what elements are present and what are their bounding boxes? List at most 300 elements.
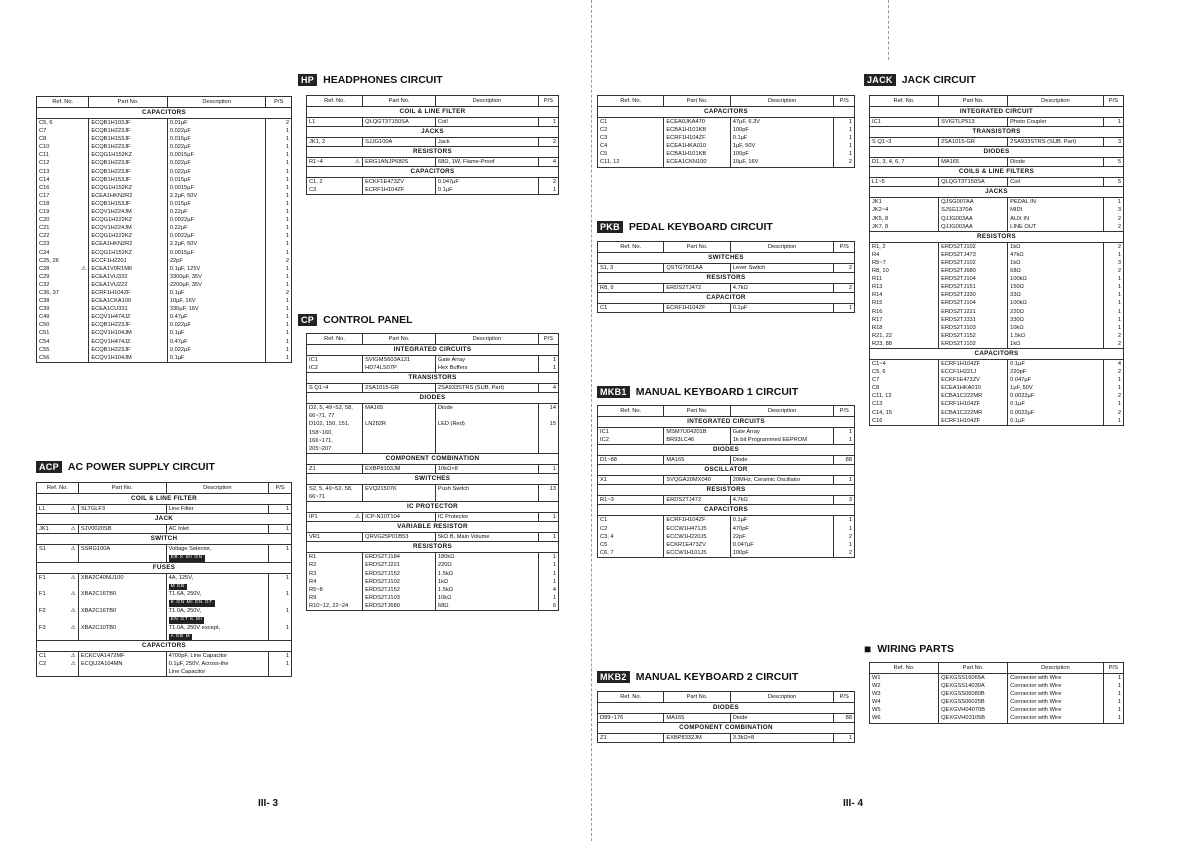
ps-quantity: 3 — [1103, 206, 1123, 214]
table-row — [870, 392, 1124, 400]
part-no: QEXGVH04070B — [939, 706, 1008, 714]
ps-quantity: 14 — [538, 404, 558, 413]
header-part: Part No. — [664, 96, 730, 107]
warning-icon: ⚠ — [70, 526, 76, 533]
ps-quantity — [538, 493, 558, 502]
ps-quantity: 2 — [1103, 267, 1123, 275]
ref-no: X1 — [598, 476, 664, 485]
ps-quantity: 1 — [266, 192, 292, 200]
table-row — [870, 299, 1124, 307]
table-row — [598, 158, 855, 167]
ps-quantity: 1 — [269, 505, 292, 514]
table-row — [37, 505, 292, 514]
ref-no: C7 — [37, 127, 89, 135]
part-no: ECRF1H104ZF — [939, 417, 1008, 426]
ref-no: C2 ⚠ — [37, 660, 79, 668]
part-no: SJSG1370A — [939, 206, 1008, 214]
group-title: COIL & LINE FILTER — [307, 107, 559, 118]
parts-table — [306, 95, 559, 195]
part-no: ERDS2TJ152 — [939, 332, 1008, 340]
description: Coil — [1008, 178, 1104, 187]
ref-no: C54 — [37, 338, 89, 346]
part-no: XBA2C40NU100 — [78, 573, 166, 590]
ref-no: IC1 — [870, 118, 939, 127]
table-row — [37, 176, 292, 184]
region-code-boxes: K GN MI EN GT — [170, 600, 213, 606]
ref-no: W2 — [870, 682, 939, 690]
ps-quantity — [538, 412, 558, 420]
ref-no: W3 — [870, 690, 939, 698]
part-no: ECEA1VU332 — [89, 273, 168, 281]
ref-no: C49 — [37, 313, 89, 321]
header-part: Part No. — [939, 96, 1008, 107]
description: 1kΩ — [435, 578, 538, 586]
group-title-row — [598, 485, 855, 496]
ref-no: R1 — [307, 553, 363, 562]
ref-no: R1~3 — [598, 496, 664, 505]
ref-no: Z1 — [598, 734, 664, 743]
parts-table — [597, 691, 855, 743]
table-row — [307, 484, 559, 493]
warning-icon: ⚠ — [70, 661, 76, 668]
part-no: ERDS2TJ680 — [939, 267, 1008, 275]
ref-no: 205~207 — [307, 445, 363, 454]
ref-no: R5~8 — [307, 586, 363, 594]
header-ps: P/S — [834, 96, 855, 107]
table-row — [870, 223, 1124, 232]
ref-no: C11, 12 — [598, 158, 664, 167]
ps-quantity: 2 — [1103, 215, 1123, 223]
ps-quantity: 1 — [266, 321, 292, 329]
table-row — [37, 143, 292, 151]
header-part: Part No. — [939, 663, 1008, 674]
table-row — [37, 127, 292, 135]
ref-no: C4 — [598, 142, 664, 150]
group-title-row — [307, 473, 559, 484]
ref-no: C50 — [37, 321, 89, 329]
ps-quantity: 13 — [538, 484, 558, 493]
warning-icon: ⚠ — [70, 506, 76, 512]
ps-quantity: 2 — [266, 119, 292, 128]
header-desc: Description — [730, 96, 834, 107]
group-title: OSCILLATOR — [598, 465, 855, 476]
ps-quantity: 1 — [269, 652, 292, 661]
ps-quantity: 1 — [834, 734, 855, 743]
table-row — [37, 265, 292, 273]
group-title: COIL & LINE FILTER — [37, 494, 292, 505]
ps-quantity: 2 — [1103, 340, 1123, 349]
part-no: QEXGVH03105B — [939, 714, 1008, 723]
header-row — [598, 242, 855, 253]
description: 330µF, 16V — [167, 305, 266, 313]
group-title-row — [307, 522, 559, 533]
description: 0.1µF — [730, 516, 834, 525]
part-no: BR93LC46 — [664, 436, 730, 445]
ps-quantity — [269, 668, 292, 677]
table-row — [307, 513, 559, 522]
section-mkb2 — [597, 691, 855, 743]
description: 0.022µF — [167, 143, 266, 151]
description: 2.2µF, 50V — [167, 240, 266, 248]
table-row — [37, 184, 292, 192]
ref-no: JK7, 8 — [870, 223, 939, 232]
description: Gate Array — [435, 356, 538, 365]
table-row — [598, 118, 855, 127]
table-row — [307, 138, 559, 147]
ps-quantity — [538, 429, 558, 437]
ps-quantity: 1 — [834, 525, 855, 533]
ref-no: R13 — [870, 283, 939, 291]
table-row — [870, 417, 1124, 426]
table-row — [598, 456, 855, 465]
description: 0.0015µF — [167, 184, 266, 192]
group-title-row — [307, 167, 559, 178]
part-no: ERDS2TJ331 — [939, 316, 1008, 324]
header-ps: P/S — [538, 96, 558, 107]
table-header — [598, 692, 855, 703]
part-no: ECRF1H104ZF — [664, 304, 730, 313]
section-pkb — [597, 241, 855, 313]
table-header — [307, 334, 559, 345]
group-title-row — [870, 231, 1124, 242]
table-row — [870, 178, 1124, 187]
ps-quantity: 1 — [834, 428, 855, 437]
ref-no: JK5, 8 — [870, 215, 939, 223]
table-row — [598, 428, 855, 437]
warning-icon: ⚠ — [355, 514, 361, 521]
ps-quantity: 1 — [1103, 714, 1123, 723]
ps-quantity: 1 — [266, 281, 292, 289]
ref-no: D1, 3, 4, 6, 7 — [870, 158, 939, 167]
part-no — [363, 445, 436, 454]
ps-quantity: 4 — [538, 384, 558, 393]
part-no: EXBP8103JM — [363, 464, 436, 473]
table-row — [37, 297, 292, 305]
part-no: ERDS2TJ680 — [363, 602, 436, 611]
ps-quantity: 1 — [1103, 400, 1123, 408]
group-title: COILS & LINE FILTERS — [870, 167, 1124, 178]
ps-quantity: 1 — [266, 338, 292, 346]
table-row — [37, 573, 292, 590]
section-misc-capacitors — [597, 95, 855, 168]
table-row — [37, 281, 292, 289]
description: 0.047µF — [435, 178, 538, 187]
header-part: Part No. — [363, 334, 436, 345]
part-no — [363, 412, 436, 420]
part-no: ERDS2TJ472 — [664, 496, 730, 505]
group-title: DIODES — [307, 393, 559, 404]
description: Diode — [1008, 158, 1104, 167]
description: Connector with Wire — [1008, 698, 1104, 706]
ref-no: C5, 6 — [870, 368, 939, 376]
ps-quantity: 5 — [1103, 178, 1123, 187]
ps-quantity: 1 — [269, 573, 292, 590]
ps-quantity: 1 — [538, 578, 558, 586]
ps-quantity: 1 — [1103, 308, 1123, 316]
ref-no: C38 — [37, 297, 89, 305]
table-row — [37, 135, 292, 143]
table-row — [870, 714, 1124, 723]
group-title-row — [37, 494, 292, 505]
header-ref: Ref. No. — [598, 242, 664, 253]
header-ps: P/S — [1103, 96, 1123, 107]
table-row — [37, 545, 292, 563]
ref-no: R17 — [870, 316, 939, 324]
part-no: ECQB1H153JF — [89, 135, 168, 143]
header-part: Part No. — [664, 242, 730, 253]
table-row — [37, 346, 292, 354]
ps-quantity: 1 — [266, 346, 292, 354]
group-title: CAPACITORS — [598, 505, 855, 516]
description — [435, 493, 538, 502]
ps-quantity: 1 — [266, 200, 292, 208]
part-no — [363, 437, 436, 445]
description: 4.7kΩ — [730, 284, 834, 293]
part-no: MA165 — [939, 158, 1008, 167]
header-row — [307, 96, 559, 107]
group-title-row — [37, 641, 292, 652]
part-no: ERG1ANJP680S — [363, 158, 436, 167]
group-title: JACK — [37, 514, 292, 525]
ps-quantity: 3 — [834, 496, 855, 505]
ref-no: W5 — [870, 706, 939, 714]
part-no — [78, 668, 166, 677]
table-row — [307, 118, 559, 127]
ref-no: R3 — [307, 570, 363, 578]
header-row — [870, 663, 1124, 674]
ps-quantity: 2 — [538, 178, 558, 187]
description: 100pF — [730, 126, 834, 134]
ps-quantity: 2 — [834, 158, 855, 167]
group-title-row — [37, 514, 292, 525]
warning-icon: ⚠ — [70, 591, 76, 598]
description: 0.0022µF — [1008, 409, 1104, 417]
group-title: FUSES — [37, 562, 292, 573]
description: 47kΩ — [1008, 251, 1104, 259]
ps-quantity: 1 — [1103, 291, 1123, 299]
table-row — [307, 429, 559, 437]
part-no: ECQG1H222KZ — [89, 216, 168, 224]
hp-title-text: HEADPHONES CIRCUIT — [323, 74, 443, 86]
table-row — [37, 668, 292, 677]
group-title-row — [598, 293, 855, 304]
ps-quantity: 1 — [266, 265, 292, 273]
part-no: ECQV1H224JM — [89, 224, 168, 232]
table-row — [870, 259, 1124, 267]
description: Diode — [730, 456, 834, 465]
description: 2200µF, 35V — [167, 281, 266, 289]
table-row — [307, 602, 559, 611]
header-ref: Ref. No. — [870, 663, 939, 674]
header-desc: Description — [730, 692, 834, 703]
ref-no: R21, 22 — [870, 332, 939, 340]
ref-no: C18 — [37, 200, 89, 208]
ref-no: IC1 — [598, 428, 664, 437]
part-no: EVQ21507K — [363, 484, 436, 493]
table-row — [870, 359, 1124, 368]
part-no: 2SA1015-GR — [939, 138, 1008, 147]
warning-icon: ⚠ — [70, 653, 76, 660]
group-title-row — [598, 465, 855, 476]
description: 0.0022µF — [1008, 392, 1104, 400]
ref-no: C14 — [37, 176, 89, 184]
ps-quantity: 1 — [834, 436, 855, 445]
description: 4700pF, Line Capacitor — [166, 652, 268, 661]
group-title: CAPACITORS — [870, 348, 1124, 359]
part-no: QLQGT3T150SA — [939, 178, 1008, 187]
group-title: INTEGRATED CIRCUITS — [598, 417, 855, 428]
pkb-title — [597, 221, 773, 233]
ps-quantity: 1 — [266, 224, 292, 232]
acp-title-text: AC POWER SUPPLY CIRCUIT — [67, 461, 215, 473]
description: T1.6A, 250V, K GN MI EN GT — [166, 590, 268, 607]
part-no: QJJG003AA — [939, 223, 1008, 232]
table-row — [870, 251, 1124, 259]
ps-quantity: 2 — [1103, 223, 1123, 232]
ref-no: C25, 26 — [37, 257, 89, 265]
section-hp — [306, 95, 559, 195]
header-row — [598, 692, 855, 703]
description: Push Switch — [435, 484, 538, 493]
ref-no: C36, 37 — [37, 289, 89, 297]
description: 0.1µF — [730, 134, 834, 142]
part-no: ERDS2TJ472 — [664, 284, 730, 293]
ps-quantity: 1 — [1103, 376, 1123, 384]
description: 10kΩ — [1008, 324, 1104, 332]
cp-title-text: CONTROL PANEL — [323, 314, 413, 326]
description: 0.1µF — [1008, 417, 1104, 426]
group-title-row — [307, 107, 559, 118]
ref-no: C16 — [37, 184, 89, 192]
ps-quantity: 2 — [834, 533, 855, 541]
description — [435, 429, 538, 437]
table-row — [37, 329, 292, 337]
part-no: SVQGA20MX040 — [664, 476, 730, 485]
part-no: ECQB1H223JF — [89, 143, 168, 151]
description: 10kΩ×8 — [435, 464, 538, 473]
ref-no: C16 — [870, 417, 939, 426]
ps-quantity: 1 — [266, 297, 292, 305]
part-no: ECBA1H101KB — [664, 150, 730, 158]
mkb1-tag: MKB1 — [597, 386, 630, 398]
part-no: ERDS2TJ104 — [939, 275, 1008, 283]
group-title: RESISTORS — [307, 542, 559, 553]
description — [435, 445, 538, 454]
header-ref: Ref. No. — [307, 334, 363, 345]
ps-quantity: 2 — [538, 138, 558, 147]
region-code-boxes: EN GT K MI — [170, 617, 203, 623]
description: LINE OUT — [1008, 223, 1104, 232]
table-row — [37, 354, 292, 363]
table-row — [307, 364, 559, 373]
group-title: COMPONENT COMBINATION — [598, 723, 855, 734]
group-title: DIODES — [870, 147, 1124, 158]
part-no: ECBA1C222MR — [939, 392, 1008, 400]
header-ps: P/S — [269, 483, 292, 494]
ps-quantity: 1 — [538, 513, 558, 522]
table-row — [870, 682, 1124, 690]
table-row — [37, 590, 292, 607]
ps-quantity: 1 — [1103, 674, 1123, 683]
ref-no: C5 — [598, 541, 664, 549]
group-title: VARIABLE RESISTOR — [307, 522, 559, 533]
description: 100pF — [730, 549, 834, 558]
group-title-row — [870, 187, 1124, 198]
part-no: ERDS2TJ152 — [363, 570, 436, 578]
ps-quantity: 2 — [834, 549, 855, 558]
jack-title-text: JACK CIRCUIT — [901, 74, 976, 86]
table-row — [37, 208, 292, 216]
table-row — [307, 186, 559, 195]
description: 22pF — [730, 533, 834, 541]
group-title-row — [870, 348, 1124, 359]
part-no: ECEA1VU222 — [89, 281, 168, 289]
group-title-row — [870, 147, 1124, 158]
description: 470pF — [730, 525, 834, 533]
ref-no: C13 — [870, 400, 939, 408]
ref-no: C11 — [37, 151, 89, 159]
ref-no: C1 — [598, 516, 664, 525]
wiring-title-text: WIRING PARTS — [877, 643, 955, 655]
ref-no: D1~88 — [598, 456, 664, 465]
part-no: ECRF1H104ZF — [939, 359, 1008, 368]
group-title: TRANSISTORS — [307, 373, 559, 384]
ref-no: C1 ⚠ — [37, 652, 79, 661]
description: 22pF — [167, 257, 266, 265]
table-row — [37, 525, 292, 534]
parts-table — [306, 333, 559, 611]
part-no: ECRF1H104ZF — [664, 134, 730, 142]
header-ref: Ref. No. — [37, 483, 79, 494]
description: 4A, 125V, M EB — [166, 573, 268, 590]
ps-quantity: 1 — [269, 624, 292, 641]
table-row — [598, 284, 855, 293]
ref-no: F2 ⚠ — [37, 607, 79, 624]
ps-quantity: 3 — [1103, 259, 1123, 267]
part-no: ECEA1CU331 — [89, 305, 168, 313]
ref-no: JK1, 2 — [307, 138, 363, 147]
table-header — [870, 663, 1124, 674]
cp-tag: CP — [298, 314, 317, 326]
ps-quantity: 1 — [1103, 384, 1123, 392]
ps-quantity: 1 — [834, 150, 855, 158]
header-desc: Description — [730, 242, 834, 253]
ps-quantity: 1 — [266, 143, 292, 151]
group-title-row — [870, 107, 1124, 118]
description: 10µF, 16V — [167, 297, 266, 305]
ps-quantity: 1 — [538, 464, 558, 473]
table-row — [307, 493, 559, 502]
ref-no — [37, 668, 79, 677]
section-acp — [36, 482, 292, 677]
ps-quantity: 1 — [538, 356, 558, 365]
parts-table — [597, 95, 855, 168]
table-row — [37, 257, 292, 265]
ref-no: C12 — [37, 159, 89, 167]
table-row — [598, 549, 855, 558]
ref-no: VR1 — [307, 533, 363, 542]
part-no: ECCW1H220J5 — [664, 533, 730, 541]
part-no: ECQG1H222KZ — [89, 232, 168, 240]
ps-quantity: 1 — [1103, 706, 1123, 714]
table-row — [307, 404, 559, 413]
table-row — [870, 308, 1124, 316]
description: Hex Buffers — [435, 364, 538, 373]
group-title-row — [870, 127, 1124, 138]
table-row — [598, 304, 855, 313]
table-row — [870, 316, 1124, 324]
description: Connector with Wire — [1008, 674, 1104, 683]
